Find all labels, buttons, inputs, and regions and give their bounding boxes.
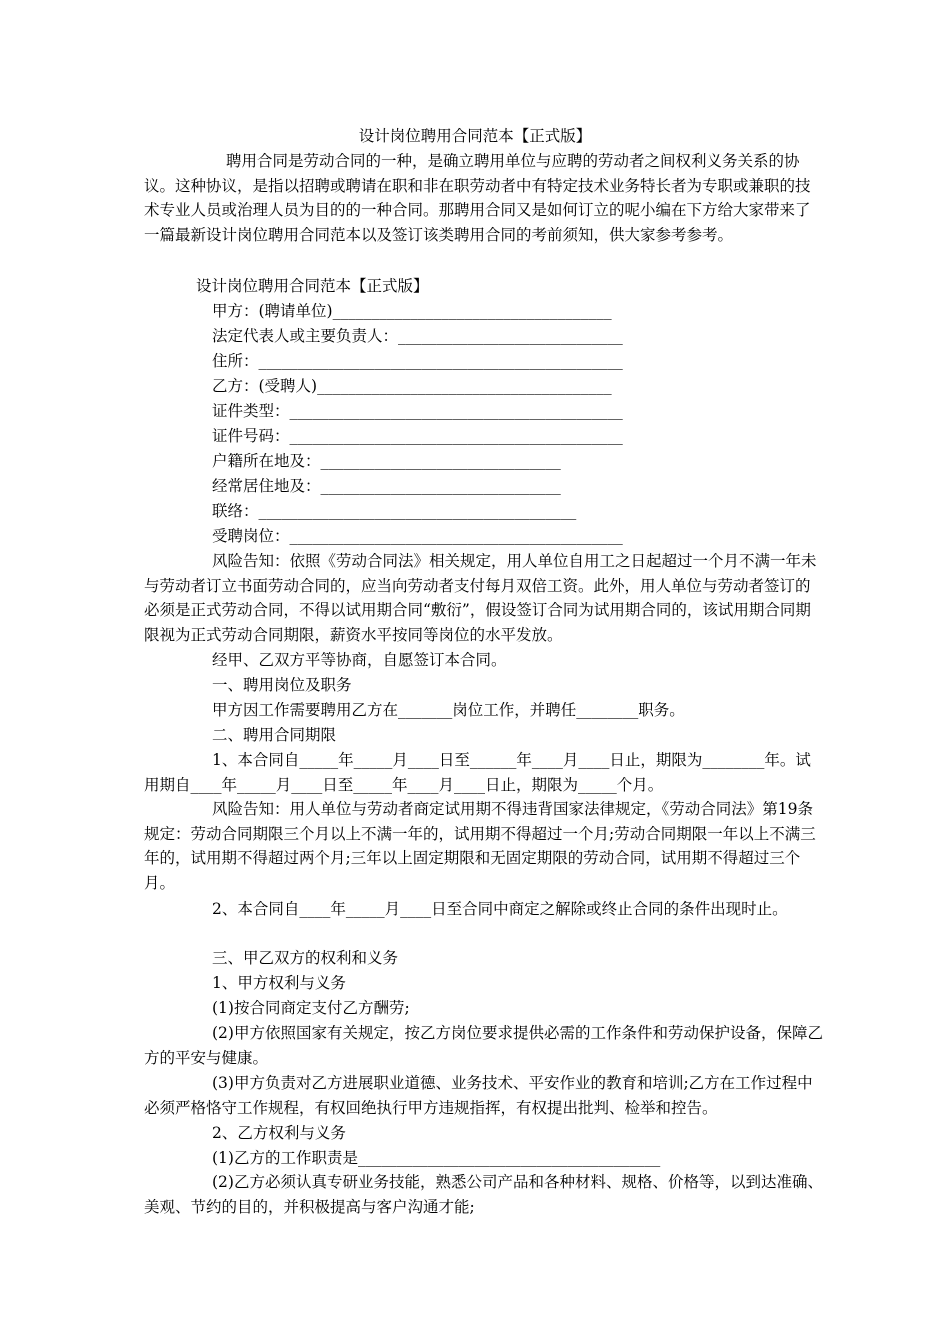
field-contact: 联络：_________________________________________ [212, 502, 577, 520]
intro-paragraph: 聘用合同是劳动合同的一种，是确立聘用单位与应聘的劳动者之间权利义务关系的协议。这种协议，是指以招聘或聘请在职和非在职劳动者中有特定技术业务特长者为专职或兼职的技术专业人员或治理人员为目的的一种合同。那聘用合同又是如何订立的呢小编在下方给大家带来了一篇最新设计岗位聘用合同范本以及签订该类聘用合同的考前须知，供大家参考参考。 [144, 152, 811, 244]
section-1-text: 甲方因工作需要聘用乙方在_______岗位工作，并聘任________职务。 [212, 701, 685, 719]
party-a-rights-heading: 1、甲方权利与义务 [212, 974, 346, 992]
field-party-a: 甲方：(聘请单位)____________________________________ [212, 302, 612, 320]
risk-notice-1: 风险告知：依照《劳动合同法》相关规定，用人单位自用工之日起超过一个月不满一年未与劳动者订立书面劳动合同的，应当向劳动者支付每月双倍工资。此外，用人单位与劳动者签订的必须是正式劳动合同，不得以试用期合同“敷衍”，假设签订合同为试用期合同的，该试用期合同期限视为正式劳动合同期限，薪资水平按同等岗位的水平发放。 [144, 552, 817, 644]
party-b-rights-heading: 2、乙方权利与义务 [212, 1124, 346, 1142]
agreement-statement: 经甲、乙双方平等协商，自愿签订本合同。 [212, 651, 507, 669]
risk-notice-2: 风险告知：用人单位与劳动者商定试用期不得违背国家法律规定，《劳动合同法》第19条规定：劳动合同期限三个月以上不满一年的，试用期不得超过一个月;劳动合同期限一年以上不满三年的，试用期不得超过两个月;三年以上固定期限和无固定期限的劳动合同，试用期不得超过三个月。 [144, 800, 816, 892]
field-id-number: 证件号码：___________________________________________ [212, 427, 623, 445]
section-1-heading: 一、聘用岗位及职务 [212, 676, 352, 694]
field-id-type: 证件类型：___________________________________________ [212, 402, 623, 420]
section-3-heading: 三、甲乙双方的权利和义务 [212, 949, 399, 967]
field-residence: 经常居住地及：_______________________________ [212, 477, 561, 495]
field-address: 住所：_______________________________________________ [212, 352, 623, 370]
contract-subtitle: 设计岗位聘用合同范本【正式版】 [196, 277, 429, 295]
field-position: 受聘岗位：___________________________________________ [212, 527, 623, 545]
field-party-b: 乙方：(受聘人)______________________________________ [212, 377, 612, 395]
field-legal-representative: 法定代表人或主要负责人：_____________________________ [212, 327, 623, 345]
section-2-item-2: 2、本合同自____年_____月____日至合同中商定之解除或终止合同的条件出现时止。 [212, 900, 788, 918]
section-2-item-1: 1、本合同自_____年_____月____日至______年____月____日止，期限为________年。试用期自____年_____月____日至_____年____月____日止，期限为_____个月。 [144, 751, 811, 794]
document-title: 设计岗位聘用合同范本【正式版】 [358, 127, 592, 145]
party-a-item-1: (1)按合同商定支付乙方酬劳; [212, 999, 410, 1017]
field-household-registration: 户籍所在地及：_______________________________ [212, 452, 561, 470]
party-b-item-1: (1)乙方的工作职责是_______________________________________ [212, 1149, 661, 1167]
party-a-item-2: (2)甲方依照国家有关规定，按乙方岗位要求提供必需的工作条件和劳动保护设备，保障乙方的平安与健康。 [144, 1024, 823, 1067]
section-2-heading: 二、聘用合同期限 [212, 726, 337, 744]
party-b-item-2: (2)乙方必须认真专研业务技能，熟悉公司产品和各种材料、规格、价格等，以到达准确、美观、节约的目的，并积极提高与客户沟通才能; [144, 1173, 823, 1216]
party-a-item-3: (3)甲方负责对乙方进展职业道德、业务技术、平安作业的教育和培训;乙方在工作过程中必须严格恪守工作规程，有权回绝执行甲方违规指挥，有权提出批判、检举和控告。 [144, 1074, 813, 1117]
